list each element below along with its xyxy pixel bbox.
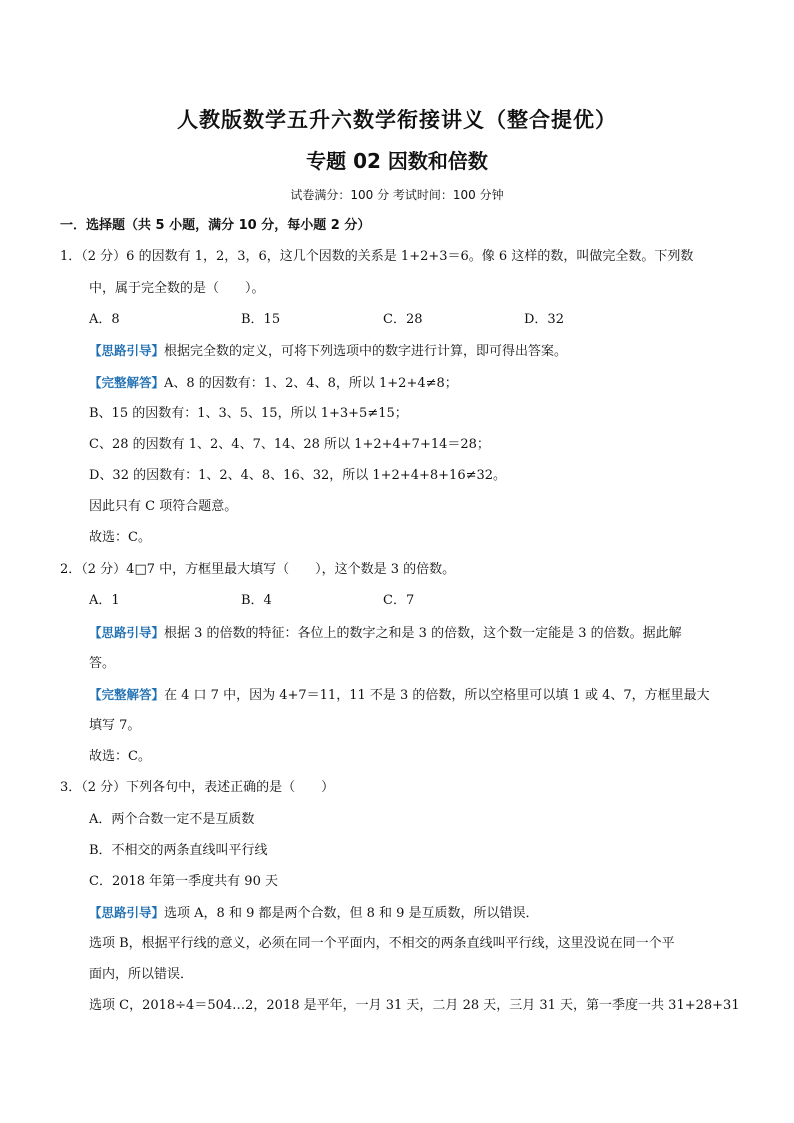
q1-answer-line-2: B、15 的因数有：1、3、5、15，所以 1+3+5≠15； [89,406,408,421]
q1-answer [89,373,458,394]
q1-option-d: D．32 [524,312,564,327]
q3-option-b: B．不相交的两条直线叫平行线 [89,843,268,858]
document-title: 人教版数学五升六数学衔接讲义（整合提优） [177,108,617,132]
q1-hint [89,341,567,362]
q3-hint [89,903,539,924]
q1-option-c: C．28 [383,312,423,327]
q1-answer-line-4: D、32 的因数有：1、2、4、8、16、32，所以 1+2+4+8+16≠32。 [89,468,507,483]
q2-option-b: B．4 [241,593,272,608]
q2-option-c: C．7 [383,593,415,608]
q3-option-c: C．2018 年第一季度共有 90 天 [89,874,278,889]
q2-answer-line-2: 填写 7。 [89,718,141,733]
q2-conclusion: 故选：C。 [89,749,151,764]
q1-option-b: B．15 [241,312,281,327]
q2-hint-line-1: 根据 3 的倍数的特征：各位上的数字之和是 3 的倍数，这个数一定能是 3 的倍数。据此解 [164,626,682,641]
document-subtitle: 专题 02 因数和倍数 [306,149,488,173]
q1-hint-text: 根据完全数的定义，可将下列选项中的数字进行计算，即可得出答案。 [164,344,568,359]
q1-answer-line-5: 因此只有 C 项符合题意。 [89,499,238,514]
answer-label: 【完整解答】 [89,375,165,390]
q2-answer-line-1: 在 4 口 7 中，因为 4+7＝11，11 不是 3 的倍数，所以空格里可以填 1 或 4、7，方框里最大 [164,688,710,703]
q2-answer [89,685,710,706]
exam-info: 试卷满分：100 分 考试时间：100 分钟 [290,188,504,202]
hint-label: 【思路引导】 [89,625,165,640]
q3-stem: 3．（2 分）下列各句中，表述正确的是（ ） [60,780,335,795]
hint-label: 【思路引导】 [89,905,165,920]
q1-option-a: A．8 [89,312,120,327]
q3-line-c1: 选项 C，2018÷4＝504…2，2018 是平年，一月 31 天，二月 28 天，三月 31 天，第一季度一共 31+28+31 [89,998,740,1013]
q3-line-b2: 面内，所以错误． [89,967,194,982]
hint-label: 【思路引导】 [89,343,165,358]
answer-label: 【完整解答】 [89,687,165,702]
q3-hint-text: 选项 A，8 和 9 都是两个合数，但 8 和 9 是互质数，所以错误． [164,906,539,921]
q2-stem: 2．（2 分）4□7 中，方框里最大填写（ ），这个数是 3 的倍数。 [60,562,456,577]
q1-answer-line-3: C、28 的因数有 1、2、4、7、14、28 所以 1+2+4+7+14＝28； [89,437,490,452]
section-heading: 一．选择题（共 5 小题，满分 10 分，每小题 2 分） [60,218,371,233]
q2-hint [89,623,682,644]
q1-stem-line-1: 1．（2 分）6 的因数有 1，2，3，6，这几个因数的关系是 1+2+3＝6。像 6 这样的数，叫做完全数。下列数 [60,249,694,264]
q2-option-a: A．1 [89,593,120,608]
q2-hint-line-2: 答。 [89,656,116,671]
q1-stem-line-2: 中，属于完全数的是（ ）。 [89,281,265,296]
q3-option-a: A．两个合数一定不是互质数 [89,812,255,827]
q3-line-b1: 选项 B，根据平行线的意义，必须在同一个平面内，不相交的两条直线叫平行线，这里没说在同一个平 [89,936,675,951]
q1-answer-line-1: A、8 的因数有：1、2、4、8，所以 1+2+4≠8； [164,376,458,391]
q1-conclusion: 故选：C。 [89,530,151,545]
